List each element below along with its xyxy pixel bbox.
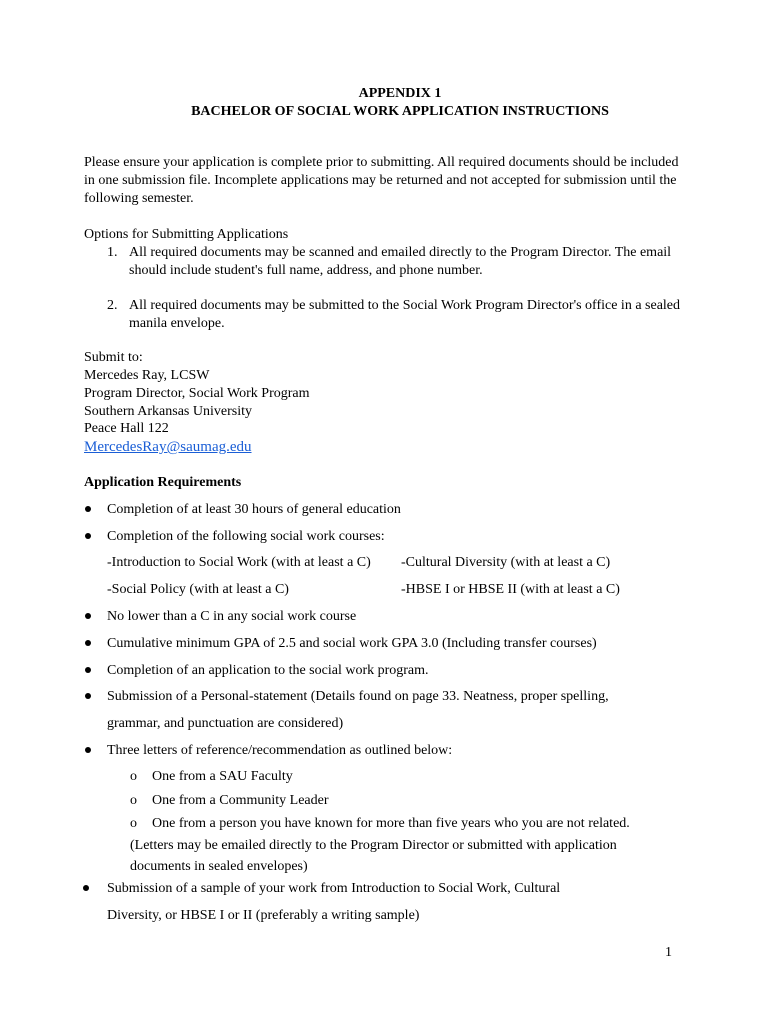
sub-bullet-marker: o (130, 816, 137, 831)
req-statement-line-2: grammar, and punctuation are considered) (107, 716, 344, 731)
page-number: 1 (665, 945, 672, 960)
appendix-label: APPENDIX 1 (358, 86, 442, 101)
letters-note-line-1: (Letters may be emailed directly to the Program Director or submitted with application (130, 838, 617, 853)
intro-line-1: Please ensure your application is complete prior to submitting. All required documents should be included (84, 155, 679, 170)
bullet-icon (85, 747, 91, 753)
course-hbse: -HBSE I or HBSE II (with at least a C) (401, 582, 620, 597)
options-heading: Options for Submitting Applications (84, 227, 289, 242)
option-1-line-1: All required documents may be scanned and emailed directly to the Program Director. The email (129, 245, 672, 260)
course-intro-sw: -Introduction to Social Work (with at least a C) (107, 555, 371, 570)
req-application: Completion of an application to the social work program. (107, 663, 429, 678)
option-1-number: 1. (107, 245, 118, 260)
office-location: Peace Hall 122 (84, 421, 169, 436)
bullet-icon (85, 640, 91, 646)
sub-bullet-marker: o (130, 769, 137, 784)
bullet-icon (85, 613, 91, 619)
director-position: Program Director, Social Work Program (84, 386, 310, 401)
letter-known-person: One from a person you have known for more than five years who you are not related. (152, 816, 630, 831)
option-1-line-2: should include student's full name, address, and phone number. (129, 263, 483, 278)
requirements-heading: Application Requirements (84, 475, 242, 490)
bullet-icon (85, 693, 91, 699)
req-sample-line-2: Diversity, or HBSE I or II (preferably a writing sample) (107, 908, 420, 923)
letter-sau-faculty: One from a SAU Faculty (152, 769, 293, 784)
university-name: Southern Arkansas University (84, 404, 252, 419)
req-letters: Three letters of reference/recommendation as outlined below: (107, 743, 453, 758)
intro-line-2: in one submission file. Incomplete applications may be returned and not accepted for submission until the (84, 173, 677, 188)
document-title: BACHELOR OF SOCIAL WORK APPLICATION INSTRUCTIONS (191, 104, 609, 119)
req-courses: Completion of the following social work courses: (107, 529, 385, 544)
intro-line-3: following semester. (84, 191, 194, 206)
director-name: Mercedes Ray, LCSW (84, 368, 210, 383)
letters-note-line-2: documents in sealed envelopes) (130, 859, 308, 874)
bullet-icon (85, 506, 91, 512)
option-2-line-2: manila envelope. (129, 316, 225, 331)
req-sample-line-1: Submission of a sample of your work from Introduction to Social Work, Cultural (107, 881, 561, 896)
req-grade: No lower than a C in any social work course (107, 609, 357, 624)
course-cultural-diversity: -Cultural Diversity (with at least a C) (401, 555, 611, 570)
option-2-line-1: All required documents may be submitted to the Social Work Program Director's office in a sealed (129, 298, 681, 313)
req-hours: Completion of at least 30 hours of general education (107, 502, 401, 517)
submit-label: Submit to: (84, 350, 143, 365)
course-social-policy: -Social Policy (with at least a C) (107, 582, 289, 597)
bullet-icon (85, 533, 91, 539)
req-statement-line-1: Submission of a Personal-statement (Details found on page 33. Neatness, proper spelling, (107, 689, 609, 704)
letter-community-leader: One from a Community Leader (152, 793, 329, 808)
bullet-icon (85, 667, 91, 673)
req-gpa: Cumulative minimum GPA of 2.5 and social work GPA 3.0 (Including transfer courses) (107, 636, 597, 651)
bullet-icon (83, 885, 89, 891)
option-2-number: 2. (107, 298, 118, 313)
email-link[interactable]: MercedesRay@saumag.edu (84, 439, 252, 455)
sub-bullet-marker: o (130, 793, 137, 808)
